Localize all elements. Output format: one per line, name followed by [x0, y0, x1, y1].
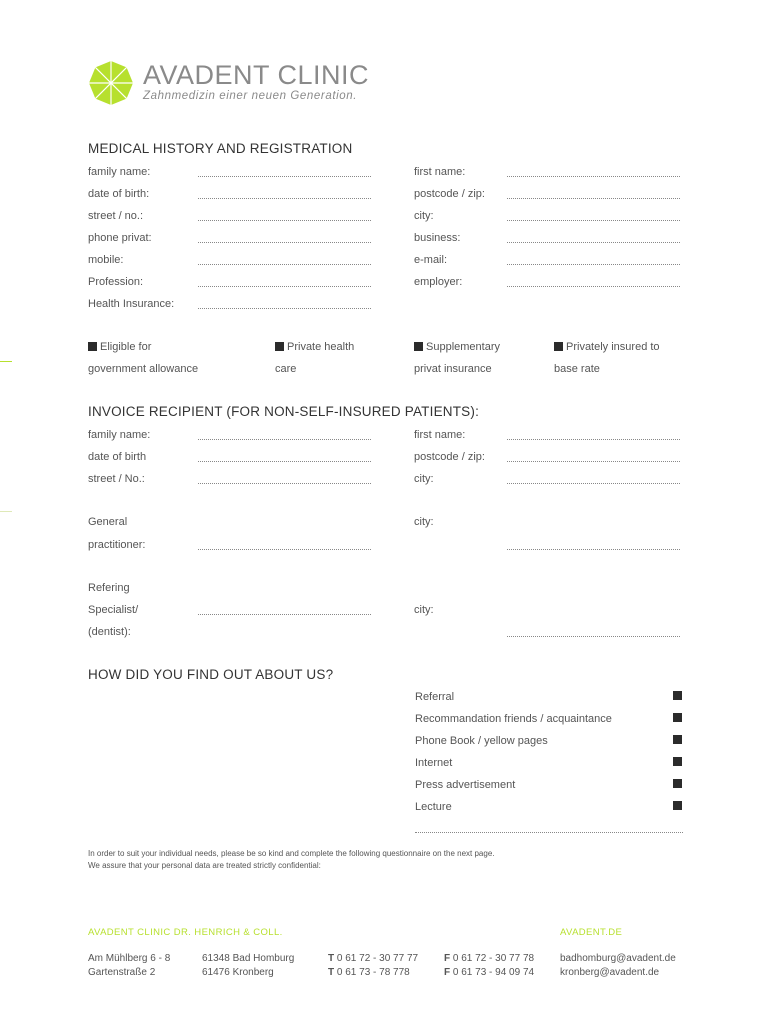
referral-option-label: Press advertisement: [415, 779, 516, 791]
field-label: city:: [414, 604, 434, 616]
referral-option-label: Recommandation friends / acquaintance: [415, 713, 612, 725]
footer-website[interactable]: AVADENT.DE: [560, 927, 623, 938]
footer-faxes: [444, 952, 534, 980]
brand-tagline: Zahnmedizin einer neuen Generation.: [143, 90, 358, 102]
fax-number: 0 61 73 - 94 09 74: [452, 967, 535, 978]
footer-city-1: 61348 Bad Homburg: [202, 953, 295, 964]
specialist-city-field[interactable]: [507, 636, 680, 637]
avadent-logo-icon: [88, 60, 134, 106]
recommendation-checkbox[interactable]: [673, 713, 682, 722]
field-label: city:: [414, 516, 434, 528]
family-name-field[interactable]: [198, 176, 371, 177]
checkbox-icon[interactable]: [554, 342, 563, 351]
field-label: postcode / zip:: [414, 451, 485, 463]
field-label: city:: [414, 473, 434, 485]
option-label: Private health: [287, 341, 355, 353]
referral-other-field[interactable]: [415, 832, 683, 833]
field-label: Specialist/: [88, 604, 139, 616]
fax-prefix: F: [444, 967, 451, 978]
tel-prefix: T: [328, 953, 335, 964]
option-label: Supplementary: [426, 341, 500, 353]
insurance-option-government[interactable]: [88, 341, 151, 353]
brand-name: AVADENT CLINIC: [143, 60, 370, 90]
footer-phone-2: [328, 966, 418, 980]
footer-fax-1: [444, 952, 534, 966]
option-label: Privately insured to: [566, 341, 660, 353]
option-label-line2: government allowance: [88, 363, 199, 375]
first-name-field[interactable]: [507, 176, 680, 177]
field-label: family name:: [88, 166, 151, 178]
invoice-city-field[interactable]: [507, 483, 680, 484]
field-label: Profession:: [88, 276, 144, 288]
profession-field[interactable]: [198, 286, 371, 287]
footer-email-2[interactable]: kronberg@avadent.de: [560, 967, 660, 978]
referral-title: HOW DID YOU FIND OUT ABOUT US?: [88, 667, 334, 682]
email-field[interactable]: [507, 264, 680, 265]
field-label: employer:: [414, 276, 463, 288]
field-label: e-mail:: [414, 254, 448, 266]
date-of-birth-field[interactable]: [198, 198, 371, 199]
checkbox-icon[interactable]: [414, 342, 423, 351]
phone-number: 0 61 72 - 30 77 77: [336, 953, 419, 964]
city-field[interactable]: [507, 220, 680, 221]
footer-email-1[interactable]: badhomburg@avadent.de: [560, 953, 676, 964]
referral-checkbox[interactable]: [673, 691, 682, 700]
referral-option-label: Lecture: [415, 801, 452, 813]
fax-number: 0 61 72 - 30 77 78: [452, 953, 535, 964]
insurance-option-private-health[interactable]: [275, 341, 354, 353]
invoice-title: INVOICE RECIPIENT (FOR NON-SELF-INSURED PATIENTS):: [88, 404, 480, 419]
lecture-checkbox[interactable]: [673, 801, 682, 810]
footer-street-2: Gartenstraße 2: [88, 967, 156, 978]
invoice-date-of-birth-field[interactable]: [198, 461, 371, 462]
field-label: street / No.:: [88, 473, 145, 485]
street-field[interactable]: [198, 220, 371, 221]
tel-prefix: T: [328, 967, 335, 978]
field-label: date of birth: [88, 451, 147, 463]
fold-mark: [0, 511, 12, 512]
press-advertisement-checkbox[interactable]: [673, 779, 682, 788]
phone-number: 0 61 73 - 78 778: [336, 967, 410, 978]
gp-city-field[interactable]: [507, 549, 680, 550]
field-label: first name:: [414, 429, 466, 441]
footer-cities: [202, 952, 294, 980]
checkbox-icon[interactable]: [88, 342, 97, 351]
mobile-field[interactable]: [198, 264, 371, 265]
field-label: phone privat:: [88, 232, 152, 244]
footer-emails: [560, 952, 676, 980]
invoice-first-name-field[interactable]: [507, 439, 680, 440]
footer-company: AVADENT CLINIC DR. HENRICH & COLL.: [88, 927, 283, 938]
phone-book-checkbox[interactable]: [673, 735, 682, 744]
insurance-option-supplementary[interactable]: [414, 341, 500, 353]
health-insurance-field[interactable]: [198, 308, 371, 309]
footer-streets: [88, 952, 170, 980]
postcode-field[interactable]: [507, 198, 680, 199]
confidentiality-note: We assure that your personal data are treated strictly confidential:: [88, 861, 321, 870]
questionnaire-note: In order to suit your individual needs, please be so kind and complete the following questionnaire on the next page.: [88, 849, 495, 858]
field-label: date of birth:: [88, 188, 150, 200]
referral-option-label: Phone Book / yellow pages: [415, 735, 548, 747]
option-label-line2: privat insurance: [414, 363, 492, 375]
fold-mark: [0, 361, 12, 362]
invoice-family-name-field[interactable]: [198, 439, 371, 440]
field-label: Health Insurance:: [88, 298, 175, 310]
footer-fax-2: [444, 966, 534, 980]
option-label: Eligible for: [100, 341, 152, 353]
field-label: postcode / zip:: [414, 188, 485, 200]
option-label-line2: care: [275, 363, 297, 375]
field-label: first name:: [414, 166, 466, 178]
field-label: mobile:: [88, 254, 124, 266]
field-label: General: [88, 516, 128, 528]
referral-option-label: Referral: [415, 691, 455, 703]
checkbox-icon[interactable]: [275, 342, 284, 351]
invoice-postcode-field[interactable]: [507, 461, 680, 462]
business-phone-field[interactable]: [507, 242, 680, 243]
referring-specialist-field[interactable]: [198, 614, 371, 615]
field-label: (dentist):: [88, 626, 131, 638]
option-label-line2: base rate: [554, 363, 600, 375]
internet-checkbox[interactable]: [673, 757, 682, 766]
field-label: practitioner:: [88, 539, 146, 551]
field-label: family name:: [88, 429, 151, 441]
fax-prefix: F: [444, 953, 451, 964]
footer-city-2: 61476 Kronberg: [202, 967, 274, 978]
field-label: city:: [414, 210, 434, 222]
field-label: business:: [414, 232, 461, 244]
field-label: street / no.:: [88, 210, 144, 222]
insurance-option-privately-insured[interactable]: [554, 341, 660, 353]
field-label: Refering: [88, 582, 130, 594]
phone-privat-field[interactable]: [198, 242, 371, 243]
registration-title: MEDICAL HISTORY AND REGISTRATION: [88, 141, 353, 156]
invoice-street-field[interactable]: [198, 483, 371, 484]
footer-phones: [328, 952, 418, 980]
referral-option-label: Internet: [415, 757, 453, 769]
footer-street-1: Am Mühlberg 6 - 8: [88, 953, 171, 964]
footer-phone-1: [328, 952, 418, 966]
employer-field[interactable]: [507, 286, 680, 287]
general-practitioner-field[interactable]: [198, 549, 371, 550]
